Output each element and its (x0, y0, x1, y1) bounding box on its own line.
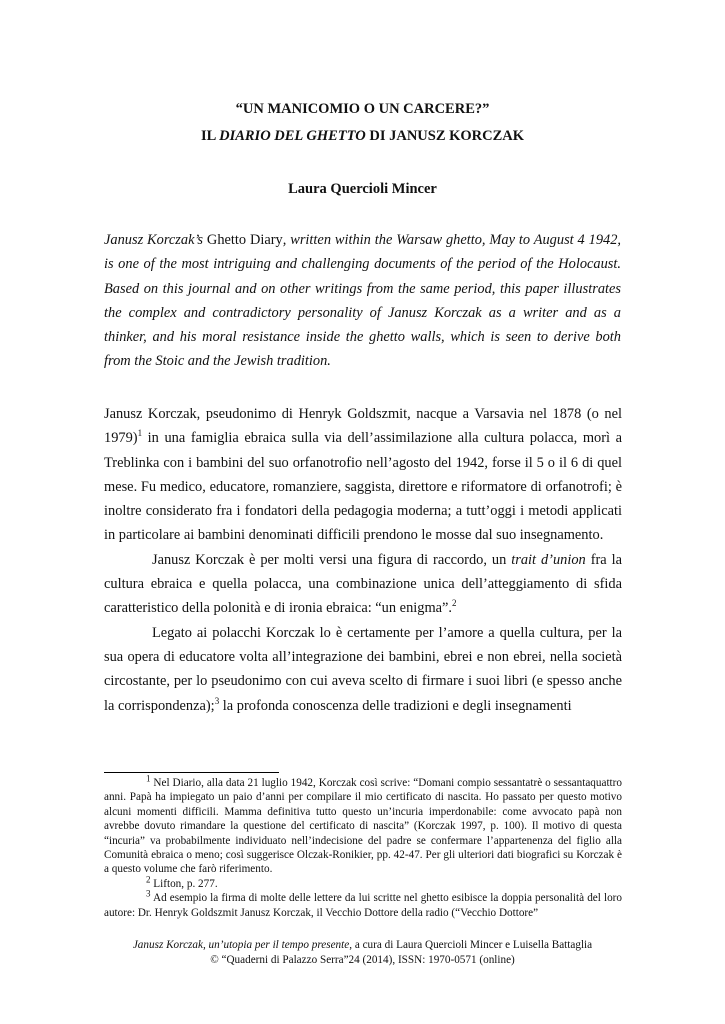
footer-book-title: Janusz Korczak, un’utopia per il tempo presente (132, 939, 350, 951)
footnote-text: Nel Diario, alla data 21 luglio 1942, Korczak così scrive: “Domani compio sessantatrè o sessantaquattro anni. Papà ha impiegato un paio d’anni per compilare il mio certificato di nascita. Ho passato per questo motivo alcuni momenti difficili. Mamma definitiva tutto questo un’incuria imperdonabile: come avvocato papà non avrebbe dovuto rimandare la questione del certificato di nascita” (Korczak 1997, p. 100). Il motivo di questa “incuria” va probabilmente individuato nell’indecisione del padre se confermare l’appartenenza del figlio alla Comunità ebraica o meno; così suggerisce Olczak-Ronikier, pp. 42-47. Per gli ulteriori dati biografici su Korczak è a questo volume che farò riferimento. (104, 777, 622, 876)
footnote-ref-1[interactable]: 1 (137, 428, 143, 439)
footer-editors: , a cura di Laura Quercioli Mincer e Luisella Battaglia (349, 939, 593, 951)
footnote-ref-2[interactable]: 2 (452, 598, 457, 609)
footnote-number: 2 (146, 874, 151, 885)
p1-text-a: Janusz Korczak, pseudonimo di Henryk Goldszmit, nacque a Varsavia nel 1878 (o nel 1979) (104, 406, 622, 447)
paragraph-2 (104, 548, 622, 621)
footnote-text: Ad esempio la firma di molte delle lettere da lui scritte nel ghetto esibisce la doppia personalità del loro autore: Dr. Henryk Goldszmit Janusz Korczak, il Vecchio Dottore della radio (“Vecchio Dottore” (104, 892, 622, 919)
paragraph-1 (104, 402, 622, 548)
footnote-number: 1 (146, 773, 151, 784)
paragraph-3 (104, 621, 622, 718)
p3-text-a: Legato ai polacchi Korczak lo è certamente per l’amore a quella cultura, per la sua opera di educatore volta all’integrazione dei bambini, ebrei e non ebrei, nella società circostante, per lo pseudonimo con cui aveva scelto di firmare i suoi libri (e spesso anche la corrispondenza); (104, 624, 622, 714)
abstract-part-1: Janusz Korczak’s (104, 232, 207, 248)
page-footer (0, 938, 725, 967)
abstract-part-2: , written within the Warsaw ghetto, May to August 4 1942, is one of the most intriguing and challenging documents of the period of the Holocaust. Based on this journal and on other writings from the same period, this paper illustrates the complex and contradictory personality of Janusz Korczak as a writer and as a thinker, and his moral resistance inside the ghetto walls, which is seen to derive both from the Stoic and the Jewish tradition. (104, 232, 622, 370)
footnote-ref-3[interactable]: 3 (214, 695, 220, 706)
title-prefix: IL (200, 128, 220, 144)
title-suffix: DI JANUSZ KORCZAK (365, 128, 525, 144)
footer-line-1 (0, 938, 725, 953)
p1-text-b: in una famiglia ebraica sulla via dell’assimilazione alla cultura polacca, morì a Treblinka con i bambini del suo orfanotrofio nell’agosto del 1942, forse il 5 o il 6 di quel mese. Fu medico, educatore, romanziere, saggista, direttore e riformatore di orfanotrofi; è inoltre considerato fra i fondatori della pedagogia moderna; a tutt’oggi i metodi applicati in particolare ai bambini denominati difficili prendono le mosse dal suo insegnamento. (104, 430, 622, 544)
p3-text-b: la profonda conoscenza delle tradizioni e degli insegnamenti (219, 697, 572, 714)
author-name: Laura Quercioli Mincer (288, 181, 437, 197)
p2-text-b: fra la cultura ebraica e quella polacca, una combinazione unica dell’atteggiamento di sfida caratteristico della polonità e di ironia ebraica: “un enigma”. (104, 551, 622, 617)
p2-italic: trait d’union (511, 551, 586, 568)
footnote-3 (104, 888, 622, 920)
footnote-2 (104, 874, 622, 891)
p2-text-a: Janusz Korczak è per molti versi una figura di raccordo, un (152, 551, 512, 568)
footnote-text: Lifton, p. 277. (150, 877, 218, 890)
footnote-divider (104, 772, 279, 773)
title-line-1: “UN MANICOMIO O UN CARCERE?” (235, 101, 490, 117)
abstract (104, 228, 621, 374)
footnote-number: 3 (146, 888, 151, 899)
body-text (104, 402, 622, 718)
footer-line-2: © “Quaderni di Palazzo Serra”24 (2014), ISSN: 1970-0571 (online) (210, 953, 515, 966)
abstract-upright: Ghetto Diary (206, 232, 283, 248)
title-line-2 (0, 128, 725, 145)
title-italic: DIARIO DEL GHETTO (219, 128, 366, 144)
footnotes (104, 773, 622, 920)
footnote-1 (104, 773, 622, 877)
